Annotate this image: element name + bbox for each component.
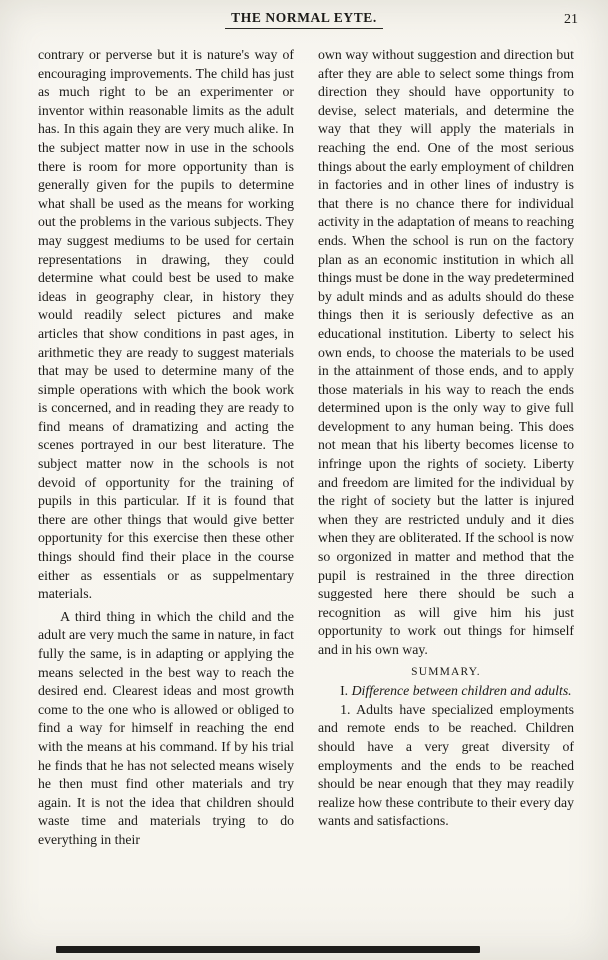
scan-artifact-bar: [56, 946, 480, 953]
summary-item-roman-text: Difference between children and adults.: [351, 683, 572, 699]
paragraph: own way without suggestion and direction but after they are able to select some things from direction they should have opportunity to devise, select materials, and determine the way that they will apply the materials in reaching the end. One of the most serious things about the early employment of children in factories and in other lines of industry is that there is no chance there for individual activity in the adaptation of means to reaching ends. When the school is run on the factory plan as an economic institution in which all things must be done in the way predetermined by adult minds and as adults should do these things then it is seriously defective as an educational institution. Liberty to select his own ends, to choose the materials to be used in the attainment of those ends, and to apply those materials in his way to reach the ends determined upon is the only way to give full development to any human being. This does not mean that his liberty becomes license to infringe upon the rights of society. Liberty and freedom are limited for the individual by the right of society but the latter is injured when they are restricted unduly and it dies when they are obliterated. If the school is now so orgonized in matter and method that the pupil is restrained in the three direction suggested here there should be such a recognition as will give him his just opportunity to work out things for himself and in his own way.: [318, 47, 574, 657]
journal-title-text: THE NORMAL EYTE.: [225, 10, 383, 29]
page-number: 21: [564, 12, 578, 27]
summary-item-roman-label: I.: [340, 683, 349, 699]
summary-item-1: 1. Adults have specialized employments and remote ends to be reached. Children should have a very great diversity of employments and the ends to be reached should be near enough that they may readily realize how these contribute to their every day wants and satisfactions.: [318, 701, 574, 829]
page-header: [0, 0, 608, 40]
journal-title: [0, 10, 608, 29]
summary-heading: SUMMARY.: [411, 665, 481, 678]
summary-item-roman: [318, 682, 574, 701]
text-columns: [0, 40, 608, 850]
paragraph: A third thing in which the child and the adult are very much the same in nature, in fact fully the same, is in adapting or applying the means selected in the best way to reach the desired end. Clearest ideas and most growth come to the one who is allowed or obliged to find a way for himself in reaching the end with the means at his command. If by his trial he finds that he has not selected means wisely he then must find other materials and try again. It is not the idea that children should waste time and materials trying to do everything in their: [38, 608, 294, 847]
paragraph: contrary or perverse but it is nature's way of encouraging improvements. The child has just as much right to be an experimenter or inventor within reasonable limits as the adult has. In this again they are very much alike. In the subject matter now in use in the schools there is room for more opportunity than is generally given for the pupils to determine what shall be used as the means for working out the problems in the various subjects. They may suggest mediums to be used for certain representations in drawing, they could determine what could best be used to make ideas in geography clear, in history they would readily select pictures and make articles that show conditions in past ages, in arithmetic they are ready to suggest materials that may be used to determine many of the simple operations with which the book work is concerned, and in reading they are ready to find means of dramatizing and acting the scenes portrayed in our best literature. The subject matter now in the schools is not devoid of opportunity for the training of pupils in this particular. If it is found that there are other things that would give better opportunity for this exercise then these other things should find their place in the course either as essentials or as suppelmentary materials.: [38, 47, 294, 602]
right-column: [318, 46, 574, 850]
left-column: [38, 46, 294, 850]
